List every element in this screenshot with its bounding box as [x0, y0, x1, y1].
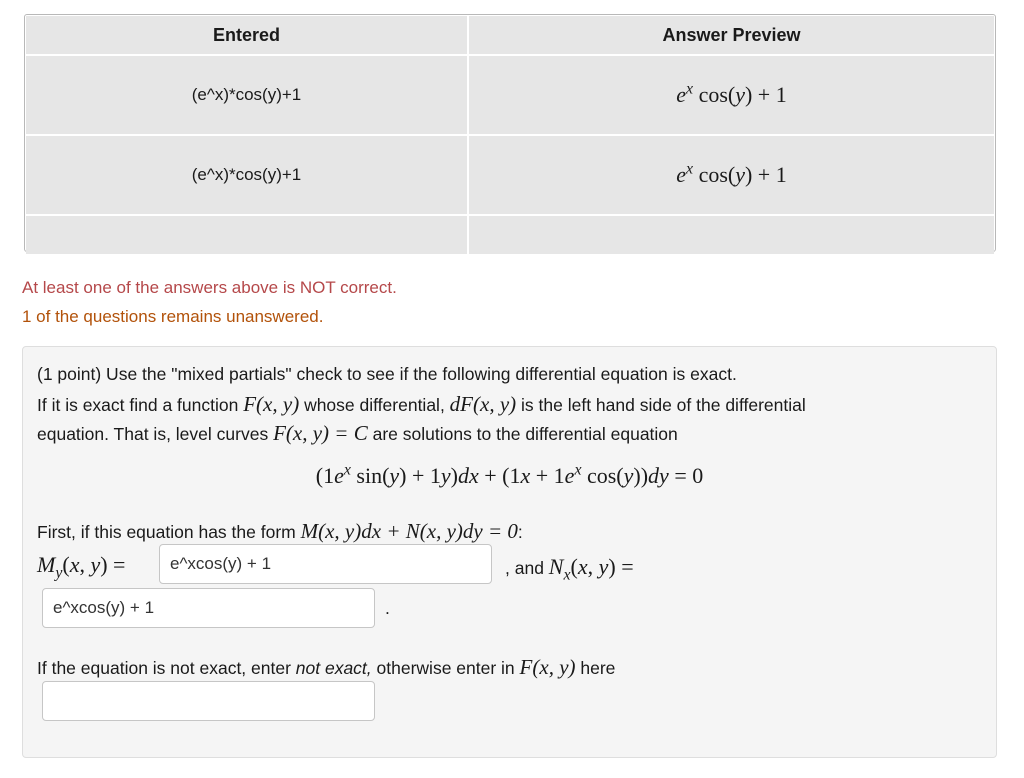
preview-cell-3 [469, 216, 994, 254]
differential-equation: ($1e^x$ $\sin(y) + 1y)dx + (1x + 1e^x$ cos(y))dy = 0 [315, 461, 704, 488]
unanswered-message: 1 of the questions remains unanswered. [22, 307, 324, 326]
results-table [24, 14, 996, 252]
period-text: . [385, 598, 390, 618]
and-text: , and $N_x(x$, y) = [505, 554, 634, 584]
entered-cell-3 [26, 216, 469, 254]
my-answer-input[interactable]: e^xcos(y) + 1 [159, 544, 492, 584]
not-exact-line: If the equation is not exact, enter not exact, otherwise enter in F(x, y) here [37, 655, 616, 679]
incorrect-message: At least one of the answers above is NOT correct. [22, 278, 397, 297]
problem-line-2: If it is exact find a function F(x, y) whose differential, dF(x, y) is the left hand side of the differential [37, 392, 806, 416]
entered-cell-2: (e^x)*cos(y)+1 [26, 136, 469, 214]
form-line: First, if this equation has the form M(x, y)dx + N(x, y)dy = 0: [37, 519, 523, 543]
problem-intro: (1 point) Use the "mixed partials" check to see if the following differential equation is exact. [37, 364, 737, 384]
f-answer-input[interactable] [42, 681, 375, 721]
problem-panel [22, 346, 997, 758]
header-entered: Entered [26, 16, 469, 54]
entered-cell-1: (e^x)*cos(y)+1 [26, 56, 469, 134]
nx-answer-input[interactable]: e^xcos(y) + 1 [42, 588, 375, 628]
my-label: $M_y(x$, y) = [37, 552, 126, 582]
preview-cell-2: $e^x$ cos( y ) + 1 [469, 136, 994, 214]
preview-cell-1: $e^x$ cos( y ) + 1 [469, 56, 994, 134]
problem-line-3: equation. That is, level curves F(x, y) = C are solutions to the differential equation [37, 421, 678, 445]
header-answer-preview: Answer Preview [469, 16, 994, 54]
